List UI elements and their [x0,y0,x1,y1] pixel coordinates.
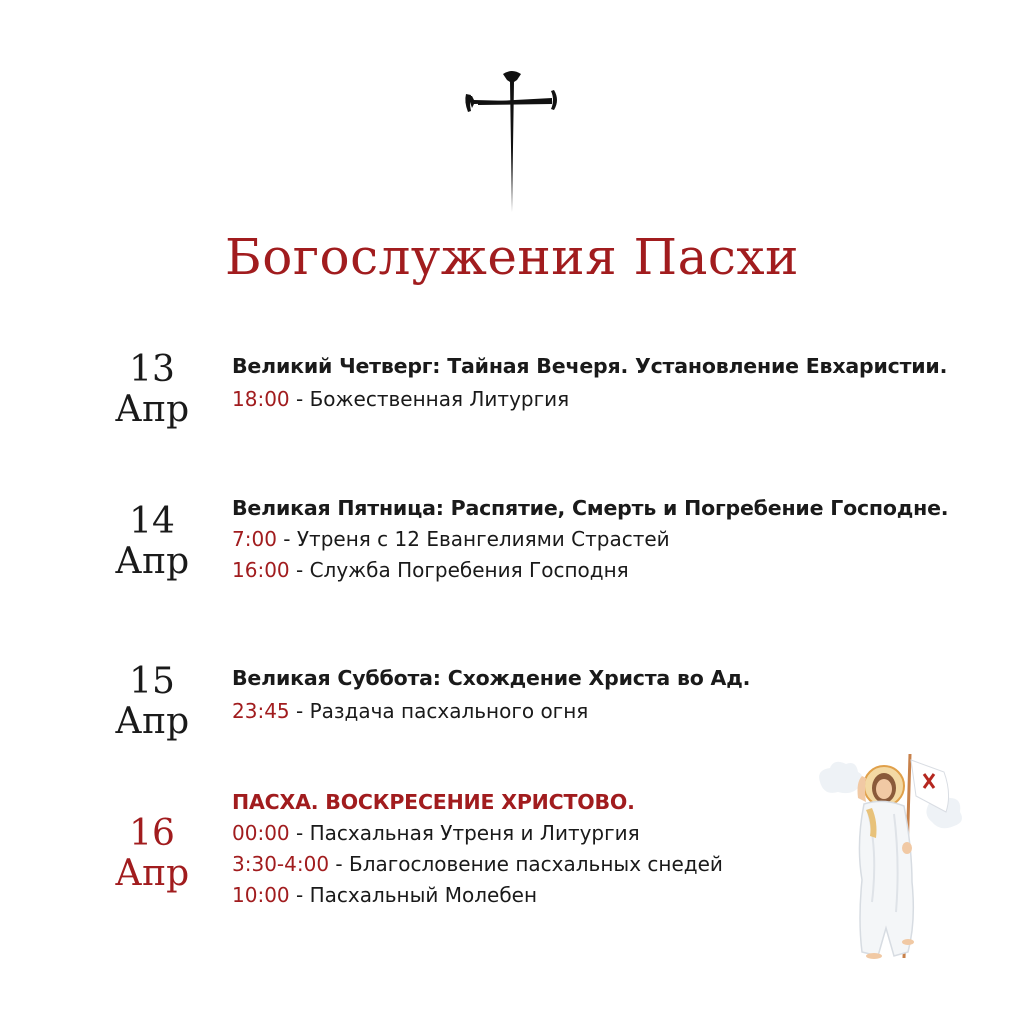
day-number: 13 [129,349,175,390]
day-month: Апр [114,389,190,430]
service-time: 7:00 [232,527,277,551]
service-separator: - [289,558,310,582]
service-name: Пасхальный Молебен [309,883,538,907]
service-line [232,696,992,727]
service-time: 10:00 [232,883,290,907]
service-time: 00:00 [232,821,290,845]
day-number: 14 [129,501,175,542]
day-heading: ПАСХА. ВОСКРЕСЕНИЕ ХРИСТОВО. [232,790,635,814]
service-name: Благословение пасхальных снедей [348,852,723,876]
service-name: Пасхальная Утреня и Литургия [309,821,640,845]
service-time: 23:45 [232,699,290,723]
day-heading: Великая Суббота: Схождение Христа во Ад. [232,666,751,690]
service-separator: - [289,821,310,845]
day-content [232,666,992,727]
service-name: Утреня с 12 Евангелиями Страстей [296,527,670,551]
day-number: 16 [129,813,175,854]
service-line [232,384,992,415]
service-line [232,524,992,555]
day-month: Апр [114,701,190,742]
date-badge [104,501,200,582]
day-heading: Великий Четверг: Тайная Вечеря. Установление Евхаристии. [232,354,948,378]
service-time: 3:30-4:00 [232,852,330,876]
service-separator: - [276,527,297,551]
service-separator: - [289,883,310,907]
crossed-nails-icon [462,68,562,214]
day-content [232,496,992,586]
day-number: 15 [129,661,175,702]
day-content [232,354,992,415]
service-time: 18:00 [232,387,290,411]
service-name: Служба Погребения Господня [309,558,629,582]
service-name: Божественная Литургия [309,387,570,411]
date-badge [104,349,200,430]
schedule-day-14 [0,496,1024,654]
date-badge [104,661,200,742]
schedule-day-13 [0,349,1024,502]
day-month: Апр [114,541,190,582]
service-separator: - [329,852,349,876]
day-heading: Великая Пятница: Распятие, Смерть и Погребение Господне. [232,496,949,520]
risen-christ-illustration [812,752,970,962]
date-badge [104,813,200,894]
service-name: Раздача пасхального огня [309,699,589,723]
page-title: Богослужения Пасхи [225,228,799,286]
service-separator: - [289,387,310,411]
service-line [232,555,992,586]
service-separator: - [289,699,310,723]
service-time: 16:00 [232,558,290,582]
day-month: Апр [114,853,190,894]
